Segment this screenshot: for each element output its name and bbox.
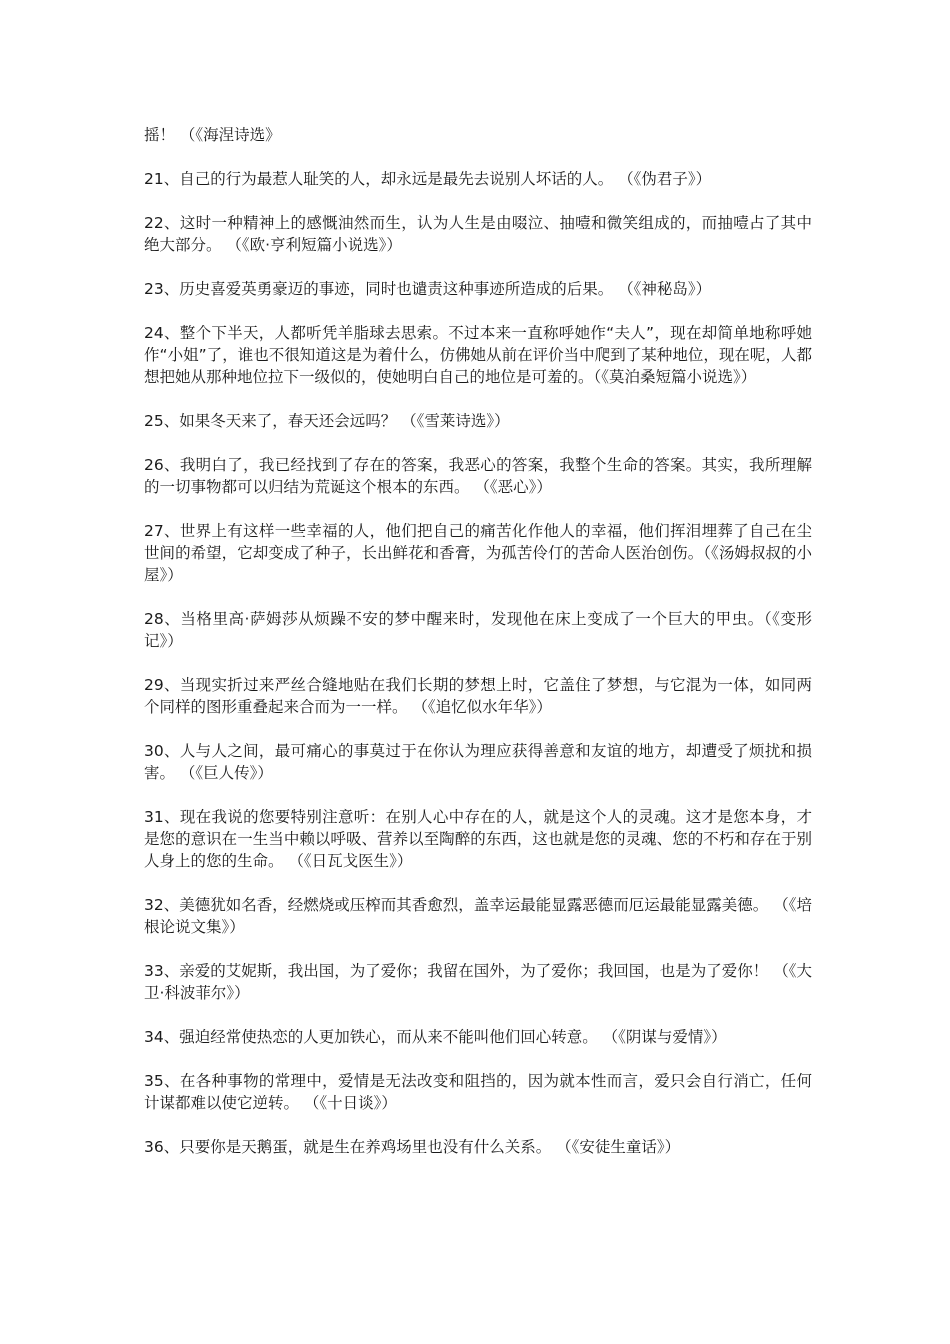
quote-paragraph-21: 21、自己的行为最惹人耻笑的人，却永远是最先去说别人坏话的人。 （《伪君子》） bbox=[144, 170, 712, 188]
quote-paragraph-27: 27、世界上有这样一些幸福的人，他们把自己的痛苦化作他人的幸福，他们挥泪埋葬了自己在尘世间的希望，它却变成了种子，长出鲜花和香膏，为孤苦伶仃的苦命人医治创伤。（《汤姆叔叔的小屋》） bbox=[144, 522, 812, 584]
quote-paragraph-33: 33、亲爱的艾妮斯，我出国，为了爱你；我留在国外，为了爱你；我回国，也是为了爱你！ （《大卫·科波菲尔》） bbox=[144, 962, 812, 1002]
quote-paragraph-34: 34、强迫经常使热恋的人更加铁心，而从来不能叫他们回心转意。 （《阴谋与爱情》） bbox=[144, 1028, 727, 1046]
quote-paragraph-31: 31、现在我说的您要特别注意听：在别人心中存在的人，就是这个人的灵魂。这才是您本身，才是您的意识在一生当中赖以呼吸、营养以至陶醉的东西，这也就是您的灵魂、您的不朽和存在于别人身上的您的生命。 （《日瓦戈医生》） bbox=[144, 808, 812, 870]
quote-paragraph-22: 22、这时一种精神上的感慨油然而生，认为人生是由啜泣、抽噎和微笑组成的，而抽噎占了其中绝大部分。 （《欧·亨利短篇小说选》） bbox=[144, 214, 812, 254]
quote-paragraph-23: 23、历史喜爱英勇豪迈的事迹，同时也谴责这种事迹所造成的后果。 （《神秘岛》） bbox=[144, 280, 712, 298]
quote-paragraph-36: 36、只要你是天鹅蛋，就是生在养鸡场里也没有什么关系。 （《安徒生童话》） bbox=[144, 1138, 681, 1156]
quote-paragraph-25: 25、如果冬天来了，春天还会远吗？ （《雪莱诗选》） bbox=[144, 412, 510, 430]
quote-paragraph-fragment: 摇！ （《海涅诗选》 bbox=[144, 126, 281, 144]
quote-paragraph-29: 29、当现实折过来严丝合缝地贴在我们长期的梦想上时，它盖住了梦想，与它混为一体，如同两个同样的图形重叠起来合而为一一样。 （《追忆似水年华》） bbox=[144, 676, 812, 716]
quote-paragraph-32: 32、美德犹如名香，经燃烧或压榨而其香愈烈，盖幸运最能显露恶德而厄运最能显露美德。 （《培根论说文集》） bbox=[144, 896, 812, 936]
quote-paragraph-30: 30、人与人之间，最可痛心的事莫过于在你认为理应获得善意和友谊的地方，却遭受了烦扰和损害。 （《巨人传》） bbox=[144, 742, 812, 782]
quote-paragraph-24: 24、整个下半天，人都听凭羊脂球去思索。不过本来一直称呼她作“夫人”，现在却简单地称呼她作“小姐”了，谁也不很知道这是为着什么，仿佛她从前在评价当中爬到了某种地位，现在呢，人都想把她从那种地位拉下一级似的，使她明白自己的地位是可羞的。（《莫泊桑短篇小说选》） bbox=[144, 324, 812, 386]
quote-paragraph-28: 28、当格里高·萨姆莎从烦躁不安的梦中醒来时，发现他在床上变成了一个巨大的甲虫。（《变形记》） bbox=[144, 610, 812, 650]
quote-paragraph-35: 35、在各种事物的常理中，爱情是无法改变和阻挡的，因为就本性而言，爱只会自行消亡，任何计谋都难以使它逆转。 （《十日谈》） bbox=[144, 1072, 812, 1112]
quote-paragraph-26: 26、我明白了，我已经找到了存在的答案，我恶心的答案，我整个生命的答案。其实，我所理解的一切事物都可以归结为荒诞这个根本的东西。 （《恶心》） bbox=[144, 456, 812, 496]
quote-list bbox=[144, 124, 812, 1180]
